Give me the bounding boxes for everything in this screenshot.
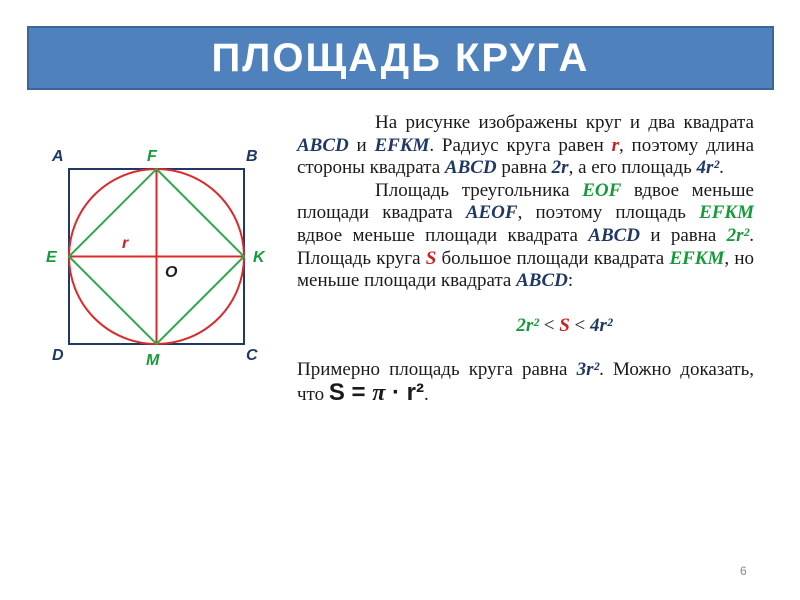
slide-title: ПЛОЩАДЬ КРУГА xyxy=(211,35,590,80)
inequality-left: 2r² xyxy=(516,314,539,336)
p2-text-1: Площадь треугольника xyxy=(375,179,583,201)
inequality-s: S xyxy=(559,314,570,336)
inequality-lt-1: < xyxy=(538,314,560,336)
p2-text-5: и равна xyxy=(640,224,727,246)
label-r: r xyxy=(122,235,129,252)
p1-text-7: . xyxy=(719,157,724,179)
explanation-text xyxy=(297,112,754,407)
p1-r: r xyxy=(611,134,620,156)
geometry-figure xyxy=(40,135,290,375)
p1-text-5: равна xyxy=(496,157,552,179)
p2-text-8: , но меньше площади квадрата xyxy=(297,247,754,292)
p1-efkm: EFKM xyxy=(374,134,430,156)
p2-aeof: AEOF xyxy=(465,202,518,224)
label-m: M xyxy=(146,352,160,369)
p2-abcd-2: ABCD xyxy=(516,270,568,292)
p2-text-3: , поэтому площадь xyxy=(517,202,700,224)
p2-s: S xyxy=(425,247,437,269)
paragraph-2 xyxy=(297,180,754,293)
label-e: E xyxy=(46,249,57,266)
label-o: O xyxy=(165,264,178,281)
title-bar xyxy=(27,26,774,90)
p2-text-6: . Площадь круга xyxy=(297,224,754,269)
geometry-svg xyxy=(40,135,290,375)
inequality-line xyxy=(297,315,754,338)
formula-pi: π xyxy=(372,379,386,406)
label-f: F xyxy=(147,148,157,165)
label-b: B xyxy=(246,148,258,165)
formula-rest: · r² xyxy=(385,378,424,406)
p1-two-r: 2r xyxy=(551,157,569,179)
label-c: C xyxy=(246,347,258,364)
p1-abcd-2: ABCD xyxy=(444,157,497,179)
p2-eof: EOF xyxy=(582,179,622,201)
formula-s: S = xyxy=(328,378,373,406)
area-formula xyxy=(329,379,424,406)
p2-two-r2: 2r² xyxy=(726,224,750,246)
p1-text-3: . Радиус круга равен xyxy=(429,134,612,156)
paragraph-1 xyxy=(297,112,754,180)
p1-text-4: , поэтому длина стороны квадрата xyxy=(297,134,754,179)
p2-text-4: вдвое меньше площади квадрата xyxy=(297,224,589,246)
p1-abcd-1: ABCD xyxy=(297,134,349,156)
paragraph-3 xyxy=(297,359,754,406)
p1-four-r2: 4r² xyxy=(696,157,720,179)
p3-text-1: Примерно площадь круга равна xyxy=(297,359,577,381)
p2-text-7: большое площади квадрата xyxy=(436,247,670,269)
page-number: 6 xyxy=(740,564,747,578)
p1-text-1: На рисунке изображены круг и два квадрата xyxy=(375,112,754,133)
p1-text-6: , а его площадь xyxy=(568,157,697,179)
p3-three-r2: 3r² xyxy=(576,359,600,381)
inequality-right: 4r² xyxy=(590,314,613,336)
label-d: D xyxy=(52,347,64,364)
p3-text-3: . xyxy=(424,383,429,405)
p2-abcd-1: ABCD xyxy=(588,224,641,246)
p2-efkm-2: EFKM xyxy=(669,247,725,269)
label-a: A xyxy=(52,148,64,165)
p2-efkm-1: EFKM xyxy=(699,202,754,224)
p1-text-2: и xyxy=(348,134,375,156)
p3-text-2: . Можно доказать, что xyxy=(297,359,754,405)
inequality-lt-2: < xyxy=(569,314,590,336)
p2-text-9: : xyxy=(567,270,574,292)
p2-text-2: вдвое меньше площади квадрата xyxy=(297,179,754,224)
label-k: K xyxy=(253,249,265,266)
